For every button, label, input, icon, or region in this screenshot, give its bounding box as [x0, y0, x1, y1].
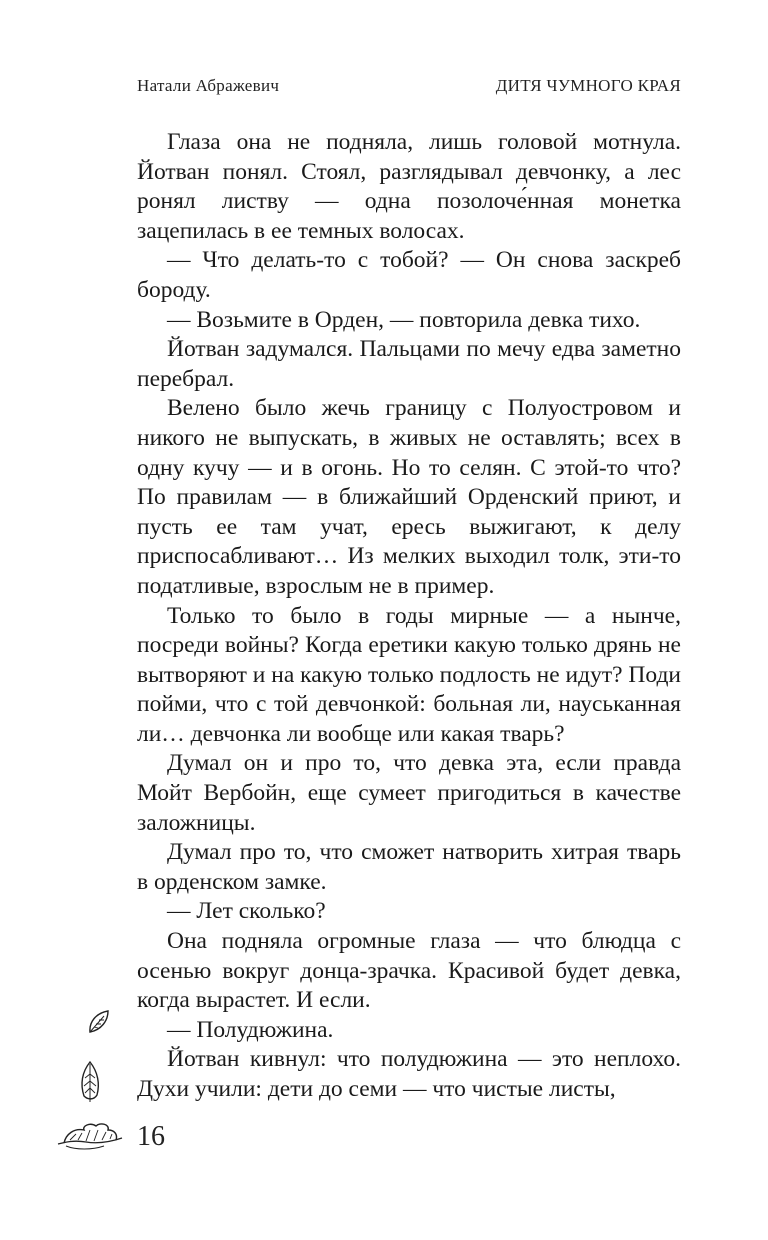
paragraph: Думал про то, что сможет натворить хитрая тварь в орденском замке.: [137, 839, 681, 895]
body-text: [137, 128, 681, 1105]
paragraph: Йотван кивнул: что полудюжина — это неплохо. Духи учили: дети до семи — что чистые листы,: [137, 1046, 681, 1102]
paragraph: — Лет сколько?: [167, 898, 326, 925]
running-header: [137, 76, 681, 96]
paragraph: Йотван задумался. Пальцами по мечу едва заметно перебрал.: [137, 336, 681, 392]
paragraph: Думал он и про то, что девка эта, если правда Мойт Вербойн, еще сумеет пригодиться в качестве заложницы.: [137, 750, 681, 836]
paragraph: Велено было жечь границу с Полуостровом и никого не выпускать, в живых не оставлять; всех в одну кучу — и в огонь. Но то селян. С этой-то что? По правилам — в ближайший Орденский приют, и пусть ее там учат, ересь выжигают, к делу приспосабливают… Из мелких выходил толк, эти-то податливые, взрослым не в пример.: [137, 395, 681, 599]
oak-leaves-icon: [56, 1118, 126, 1152]
paragraph: Глаза она не подняла, лишь головой мотнула. Йотван понял. Стоял, разглядывал девчонку, а лес ронял листву — одна позолоче́нная монетка зацепилась в ее темных волосах.: [137, 129, 681, 244]
page-number: 16: [137, 1121, 165, 1152]
paragraph: — Полудюжина.: [167, 1016, 334, 1043]
paragraph: — Возьмите в Орден, — повторила девка тихо.: [167, 306, 641, 333]
paragraph: Она подняла огромные глаза — что блюдца с осенью вокруг донца-зрачка. Красивой будет девка, когда вырастет. И если.: [137, 928, 681, 1014]
paragraph: — Что делать-то с тобой? — Он снова заскреб бороду.: [137, 247, 681, 303]
feather-leaf-icon: [76, 1060, 104, 1104]
header-book-title: ДИТЯ ЧУМНОГО КРАЯ: [495, 76, 681, 95]
small-leaf-icon: [86, 1008, 112, 1036]
header-author: Натали Абражевич: [137, 76, 280, 95]
paragraph: Только то было в годы мирные — а нынче, посреди войны? Когда еретики какую только дрянь не вытворяют и на какую только подлость не идут? Поди пойми, что с той девчонкой: больная ли, науськанная ли… девчонка ли вообще или какая тварь?: [137, 602, 681, 747]
